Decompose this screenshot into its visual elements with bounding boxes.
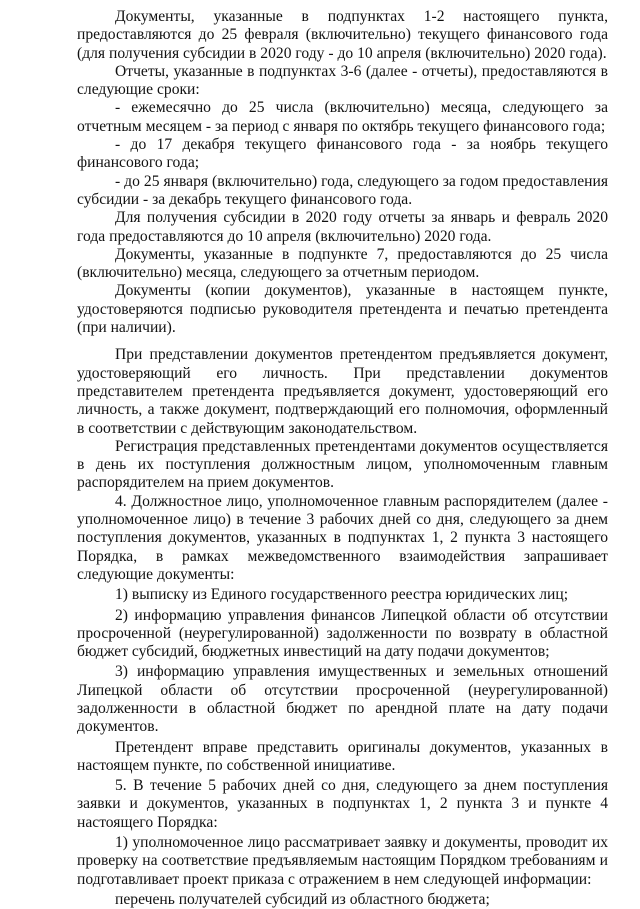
- document-page: [77, 8, 608, 909]
- paragraph-registration: Регистрация представленных претендентами документов осуществляется в день их поступления должностным лицом, уполномоченным главным распорядителем на прием документов.: [77, 437, 608, 492]
- paragraph-recipients-list: перечень получателей субсидий из областного бюджета;: [115, 890, 490, 908]
- paragraph-section-4: 4. Должностное лицо, уполномоченное главным распорядителем (далее - уполномоченное лицо) в течение 3 рабочих дней со дня, следующего за днем поступления документов, указанных в подпунктах 1, 2 пункта 3 настоящего Порядка, в рамках межведомственного взаимодействия запрашивает следующие документы:: [77, 492, 608, 583]
- paragraph-section-5: 5. В течение 5 рабочих дней со дня, следующего за днем поступления заявки и документов, указанных в подпунктах 1, 2 пункта 3 и пункте 4 настоящего Порядка:: [77, 777, 608, 831]
- paragraph-identity: При представлении документов претендентом предъявляется документ, удостоверяющий его личность. При представлении документов представителем претендента предъявляется документ, удостоверяющий его личность, а также документ, подтверждающий его полномочия, оформленный в соответствии с действующим законодательством.: [77, 346, 608, 437]
- list-item-december: - до 17 декабря текущего финансового года - за ноябрь текущего финансового года;: [77, 136, 608, 172]
- paragraph-certification: Документы (копии документов), указанные в настоящем пункте, удостоверяются подписью руководителя претендента и печатью претендента (при наличии).: [77, 282, 608, 337]
- list-item-egrul: 1) выписку из Единого государственного реестра юридических лиц;: [115, 586, 569, 604]
- paragraph-reports-deadlines: Отчеты, указанные в подпунктах 3-6 (далее - отчеты), предоставляются в следующие сроки:: [77, 62, 608, 99]
- paragraph-subpoint-7: Документы, указанные в подпункте 7, предоставляются до 25 числа (включительно) месяца, следующего за отчетным периодом.: [77, 245, 608, 282]
- list-item-property-info: 3) информацию управления имущественных и земельных отношений Липецкой области об отсутствии просроченной (неурегулированной) задолженности в областной бюджет по арендной плате на дату подачи документов.: [77, 663, 608, 736]
- list-item-january: - до 25 января (включительно) года, следующего за годом предоставления субсидии - за декабрь текущего финансового года.: [77, 172, 608, 208]
- list-item-review: 1) уполномоченное лицо рассматривает заявку и документы, проводит их проверку на соответствие предъявляемым настоящим Порядком требованиям и подготавливает проект приказа с отражением в нем следующей информации:: [77, 834, 608, 888]
- paragraph-2020-reports: Для получения субсидии в 2020 году отчеты за январь и февраль 2020 года предоставляются до 10 апреля (включительно) 2020 года.: [77, 209, 608, 245]
- list-item-finance-info: 2) информацию управления финансов Липецкой области об отсутствии просроченной (неурегулированной) задолженности по возврату в областной бюджет субсидий, бюджетных инвестиций на дату подачи документов;: [77, 606, 608, 661]
- list-item-monthly: - ежемесячно до 25 числа (включительно) месяца, следующего за отчетным месяцем - за период с января по октябрь текущего финансового года;: [77, 99, 608, 135]
- paragraph-originals: Претендент вправе представить оригиналы документов, указанных в настоящем пункте, по собственной инициативе.: [77, 738, 608, 774]
- paragraph-documents-deadline: Документы, указанные в подпунктах 1-2 настоящего пункта, предоставляются до 25 февраля (включительно) текущего финансового года (для получения субсидии в 2020 году - до 10 апреля (включительно) 2020 года).: [77, 8, 608, 62]
